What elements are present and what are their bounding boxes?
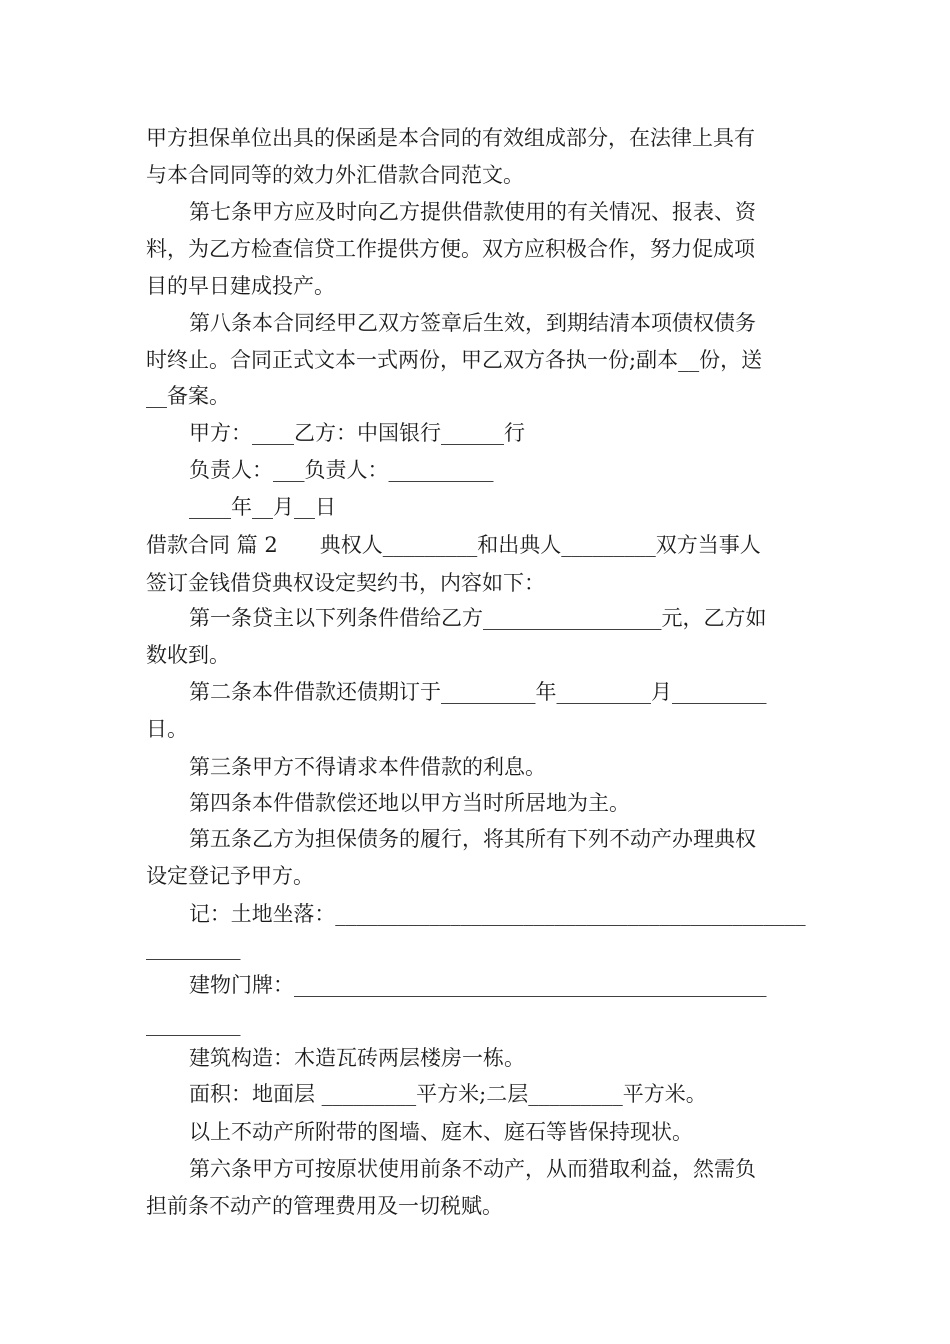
text-line: 第一条贷主以下列条件借给乙方_________________元，乙方如: [189, 606, 767, 630]
text-line: 第二条本件借款还债期订于_________年_________月_________: [189, 680, 767, 704]
text-line: 第四条本件借款偿还地以甲方当时所居地为主。: [189, 791, 630, 815]
section-heading: 借款合同 篇 2 典权人_________和出典人_________双方当事人: [146, 533, 761, 557]
date-line: ____年__月__日: [189, 495, 336, 519]
text-line: 担前条不动产的管理费用及一切税赋。: [146, 1194, 503, 1218]
text-line: 以上不动产所附带的图墙、庭木、庭石等皆保持现状。: [189, 1120, 693, 1144]
text-line: 与本合同同等的效力外汇借款合同范文。: [146, 163, 524, 187]
text-line: 目的早日建成投产。: [146, 274, 335, 298]
text-line: 建物门牌：_____________________________________________: [189, 973, 767, 997]
text-line: 第三条甲方不得请求本件借款的利息。: [189, 755, 546, 779]
text-line: _________: [146, 936, 241, 960]
text-line: 建筑构造：木造瓦砖两层楼房一栋。: [189, 1046, 525, 1070]
text-line: 第六条甲方可按原状使用前条不动产，从而猎取利益，然需负: [189, 1157, 756, 1181]
signature-line: 负责人：___负责人：__________: [189, 458, 494, 482]
text-line: 甲方担保单位出具的保函是本合同的有效组成部分，在法律上具有: [146, 126, 755, 150]
text-line: 第五条乙方为担保债务的履行，将其所有下列不动产办理典权: [189, 827, 756, 851]
text-line: 料，为乙方检查信贷工作提供方便。双方应积极合作，努力促成项: [146, 237, 755, 261]
text-line: 第八条本合同经甲乙双方签章后生效，到期结清本项债权债务: [189, 311, 756, 335]
text-line: 时终止。合同正式文本一式两份，甲乙双方各执一份;副本__份，送: [146, 348, 763, 372]
text-line: __备案。: [146, 384, 230, 408]
text-line: 第七条甲方应及时向乙方提供借款使用的有关情况、报表、资: [189, 200, 756, 224]
text-line: 记：土地坐落：_____________________________________________: [189, 902, 806, 926]
text-line: 数收到。: [146, 643, 230, 667]
signature-line: 甲方：____乙方：中国银行______行: [189, 421, 525, 445]
text-line: _________: [146, 1012, 241, 1036]
text-line: 设定登记予甲方。: [146, 864, 314, 888]
text-line: 日。: [146, 717, 188, 741]
text-line: 面积：地面层 _________平方米;二层_________平方米。: [189, 1082, 707, 1106]
text-line: 签订金钱借贷典权设定契约书，内容如下：: [146, 571, 545, 595]
